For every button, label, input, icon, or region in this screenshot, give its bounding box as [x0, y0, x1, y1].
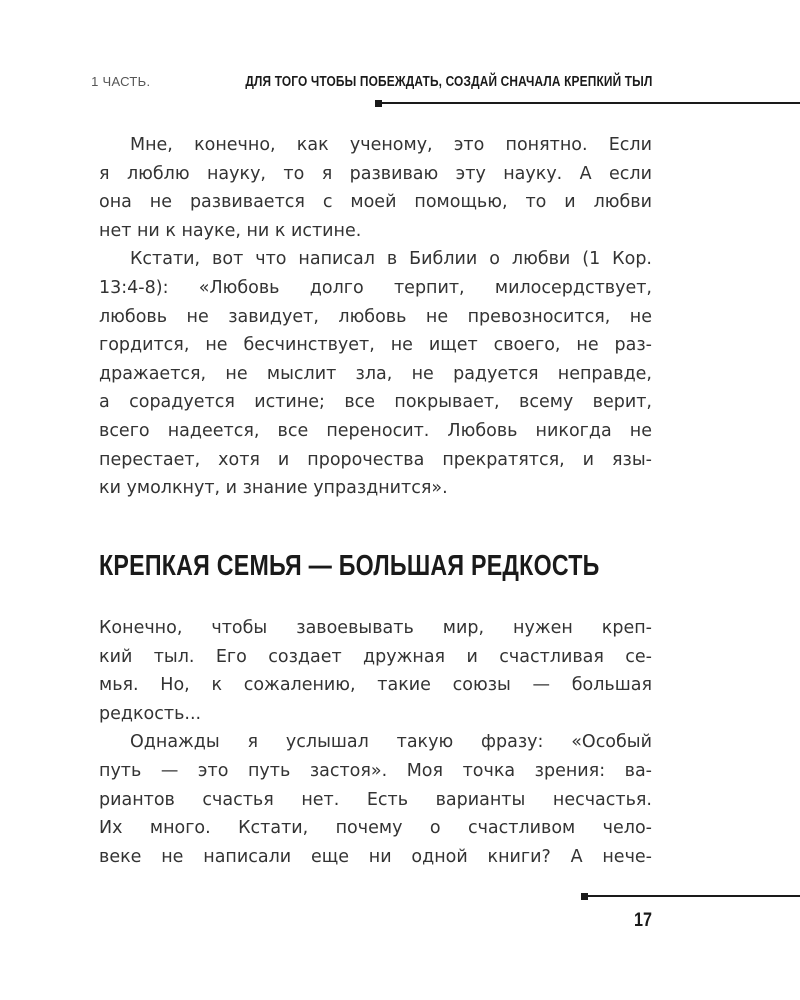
text-line: любовь не завидует, любовь не превозносится, не	[99, 306, 652, 327]
running-header	[0, 71, 652, 92]
text-line: 13:4-8): «Любовь долго терпит, милосердствует,	[99, 277, 652, 298]
header-rule	[380, 102, 800, 104]
text-line: гордится, не бесчинствует, не ищет своего, не раз-	[99, 335, 652, 356]
text-line: Кстати, вот что написал в Библии о любви (1 Кор.	[130, 249, 652, 270]
section-heading: КРЕПКАЯ СЕМЬЯ — БОЛЬШАЯ РЕДКОСТЬ	[99, 550, 600, 582]
text-line: дражается, не мыслит зла, не радуется неправде,	[99, 363, 652, 384]
text-line: Мне, конечно, как ученому, это понятно. Если	[130, 135, 652, 155]
text-line: Однажды я услышал такую фразу: «Особый	[130, 732, 652, 753]
text-line: нет ни к науке, ни к истине.	[99, 220, 362, 241]
text-line: Конечно, чтобы завоевывать мир, нужен креп-	[99, 618, 652, 638]
part-label: 1 ЧАСТЬ.	[91, 74, 151, 89]
text-line: мья. Но, к сожалению, такие союзы — большая	[99, 675, 652, 696]
body-text-bottom	[99, 614, 652, 871]
text-line: ки умолкнут, и знание упразднится».	[99, 478, 448, 499]
text-line: перестает, хотя и пророчества прекратятся, и язы-	[99, 449, 652, 470]
text-line: а сорадуется истине; все покрывает, всему верит,	[99, 392, 652, 413]
text-line: Их много. Кстати, почему о счастливом чело-	[99, 818, 652, 839]
text-line: всего надеется, все переносит. Любовь никогда не	[99, 420, 652, 441]
text-line: она не развивается с моей помощью, то и любви	[99, 192, 652, 213]
text-line: риантов счастья нет. Есть варианты несчастья.	[99, 789, 652, 810]
text-line: редкость...	[99, 703, 202, 724]
text-line: веке не написали еще ни одной книги? А нече-	[99, 846, 652, 867]
page-number: 17	[634, 910, 652, 931]
text-line: путь — это путь застоя». Моя точка зрения: ва-	[99, 760, 652, 781]
text-line: я люблю науку, то я развиваю эту науку. А если	[99, 163, 652, 184]
body-text-top	[99, 131, 652, 503]
chapter-title: ДЛЯ ТОГО ЧТОБЫ ПОБЕЖДАТЬ, СОЗДАЙ СНАЧАЛА КРЕПКИЙ ТЫЛ	[244, 74, 652, 90]
text-line: кий тыл. Его создает дружная и счастливая се-	[99, 646, 652, 667]
footer-rule	[586, 895, 800, 897]
